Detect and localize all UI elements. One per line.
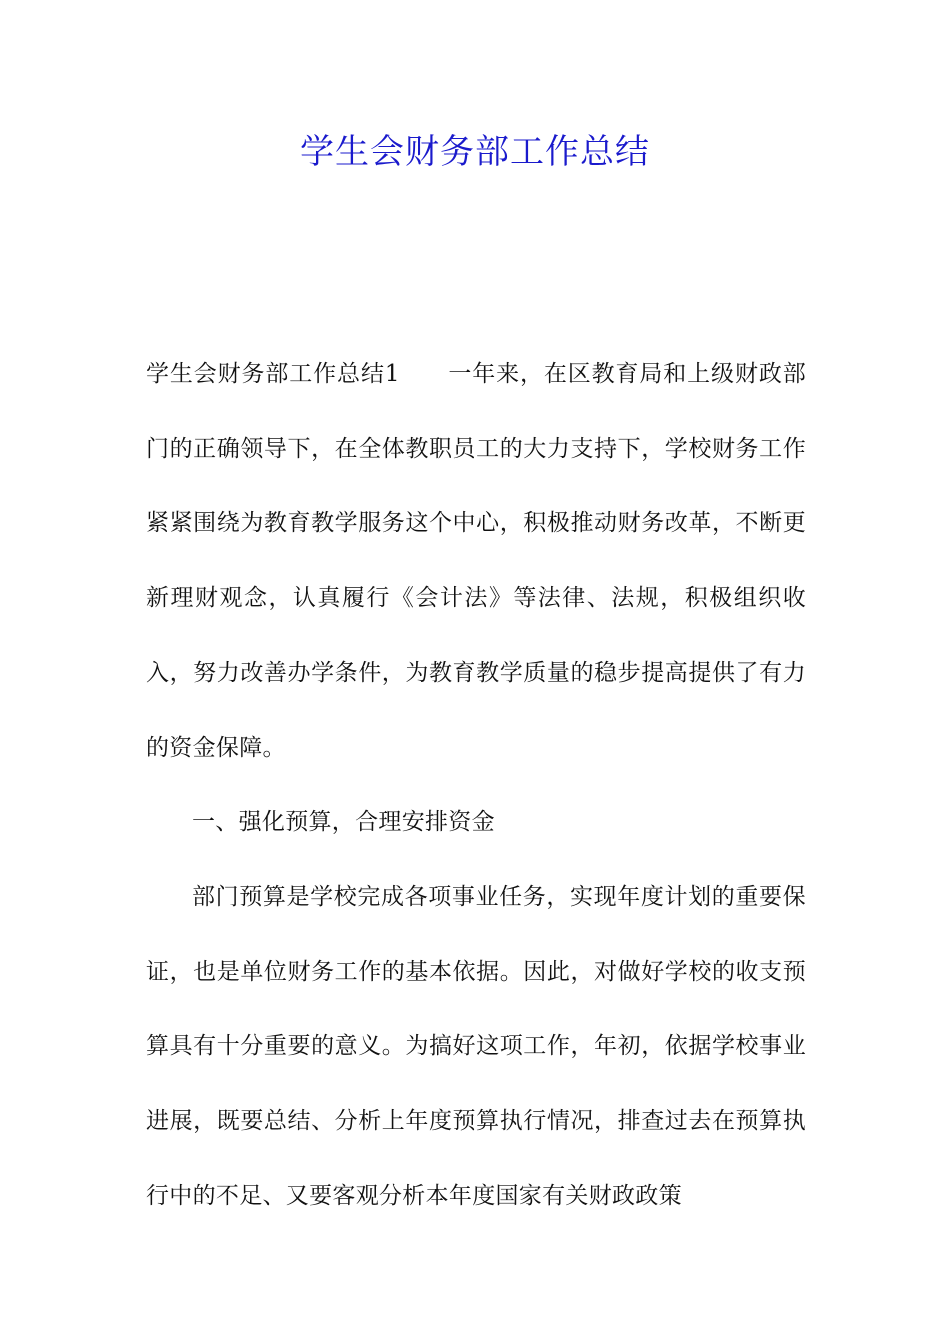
intro-heading: 学生会财务部工作总结1 (146, 361, 400, 387)
document-title: 学生会财务部工作总结 (300, 132, 650, 172)
body-paragraph: 部门预算是学校完成各项事业任务，实现年度计划的重要保证，也是单位财务工作的基本依据。因此，对做好学校的收支预算具有十分重要的意义。为搞好这项工作，年初，依据学校事业进展，既要总结、分析上年度预算执行情况，排查过去在预算执行中的不足、又要客观分析本年度国家有关财政政策 (146, 883, 806, 1209)
intro-text: 一年来，在区教育局和上级财政部门的正确领导下，在全体教职员工的大力支持下，学校财务工作紧紧围绕为教育教学服务这个中心，积极推动财务改革，不断更新理财观念，认真履行《会计法》等法律、法规，积极组织收入，努力改善办学条件，为教育教学质量的稳步提高提供了有力的资金保障。 (146, 361, 807, 761)
section-heading: 一、强化预算，合理安排资金 (192, 809, 495, 836)
document-body (146, 337, 806, 1233)
intro-paragraph (146, 337, 806, 785)
